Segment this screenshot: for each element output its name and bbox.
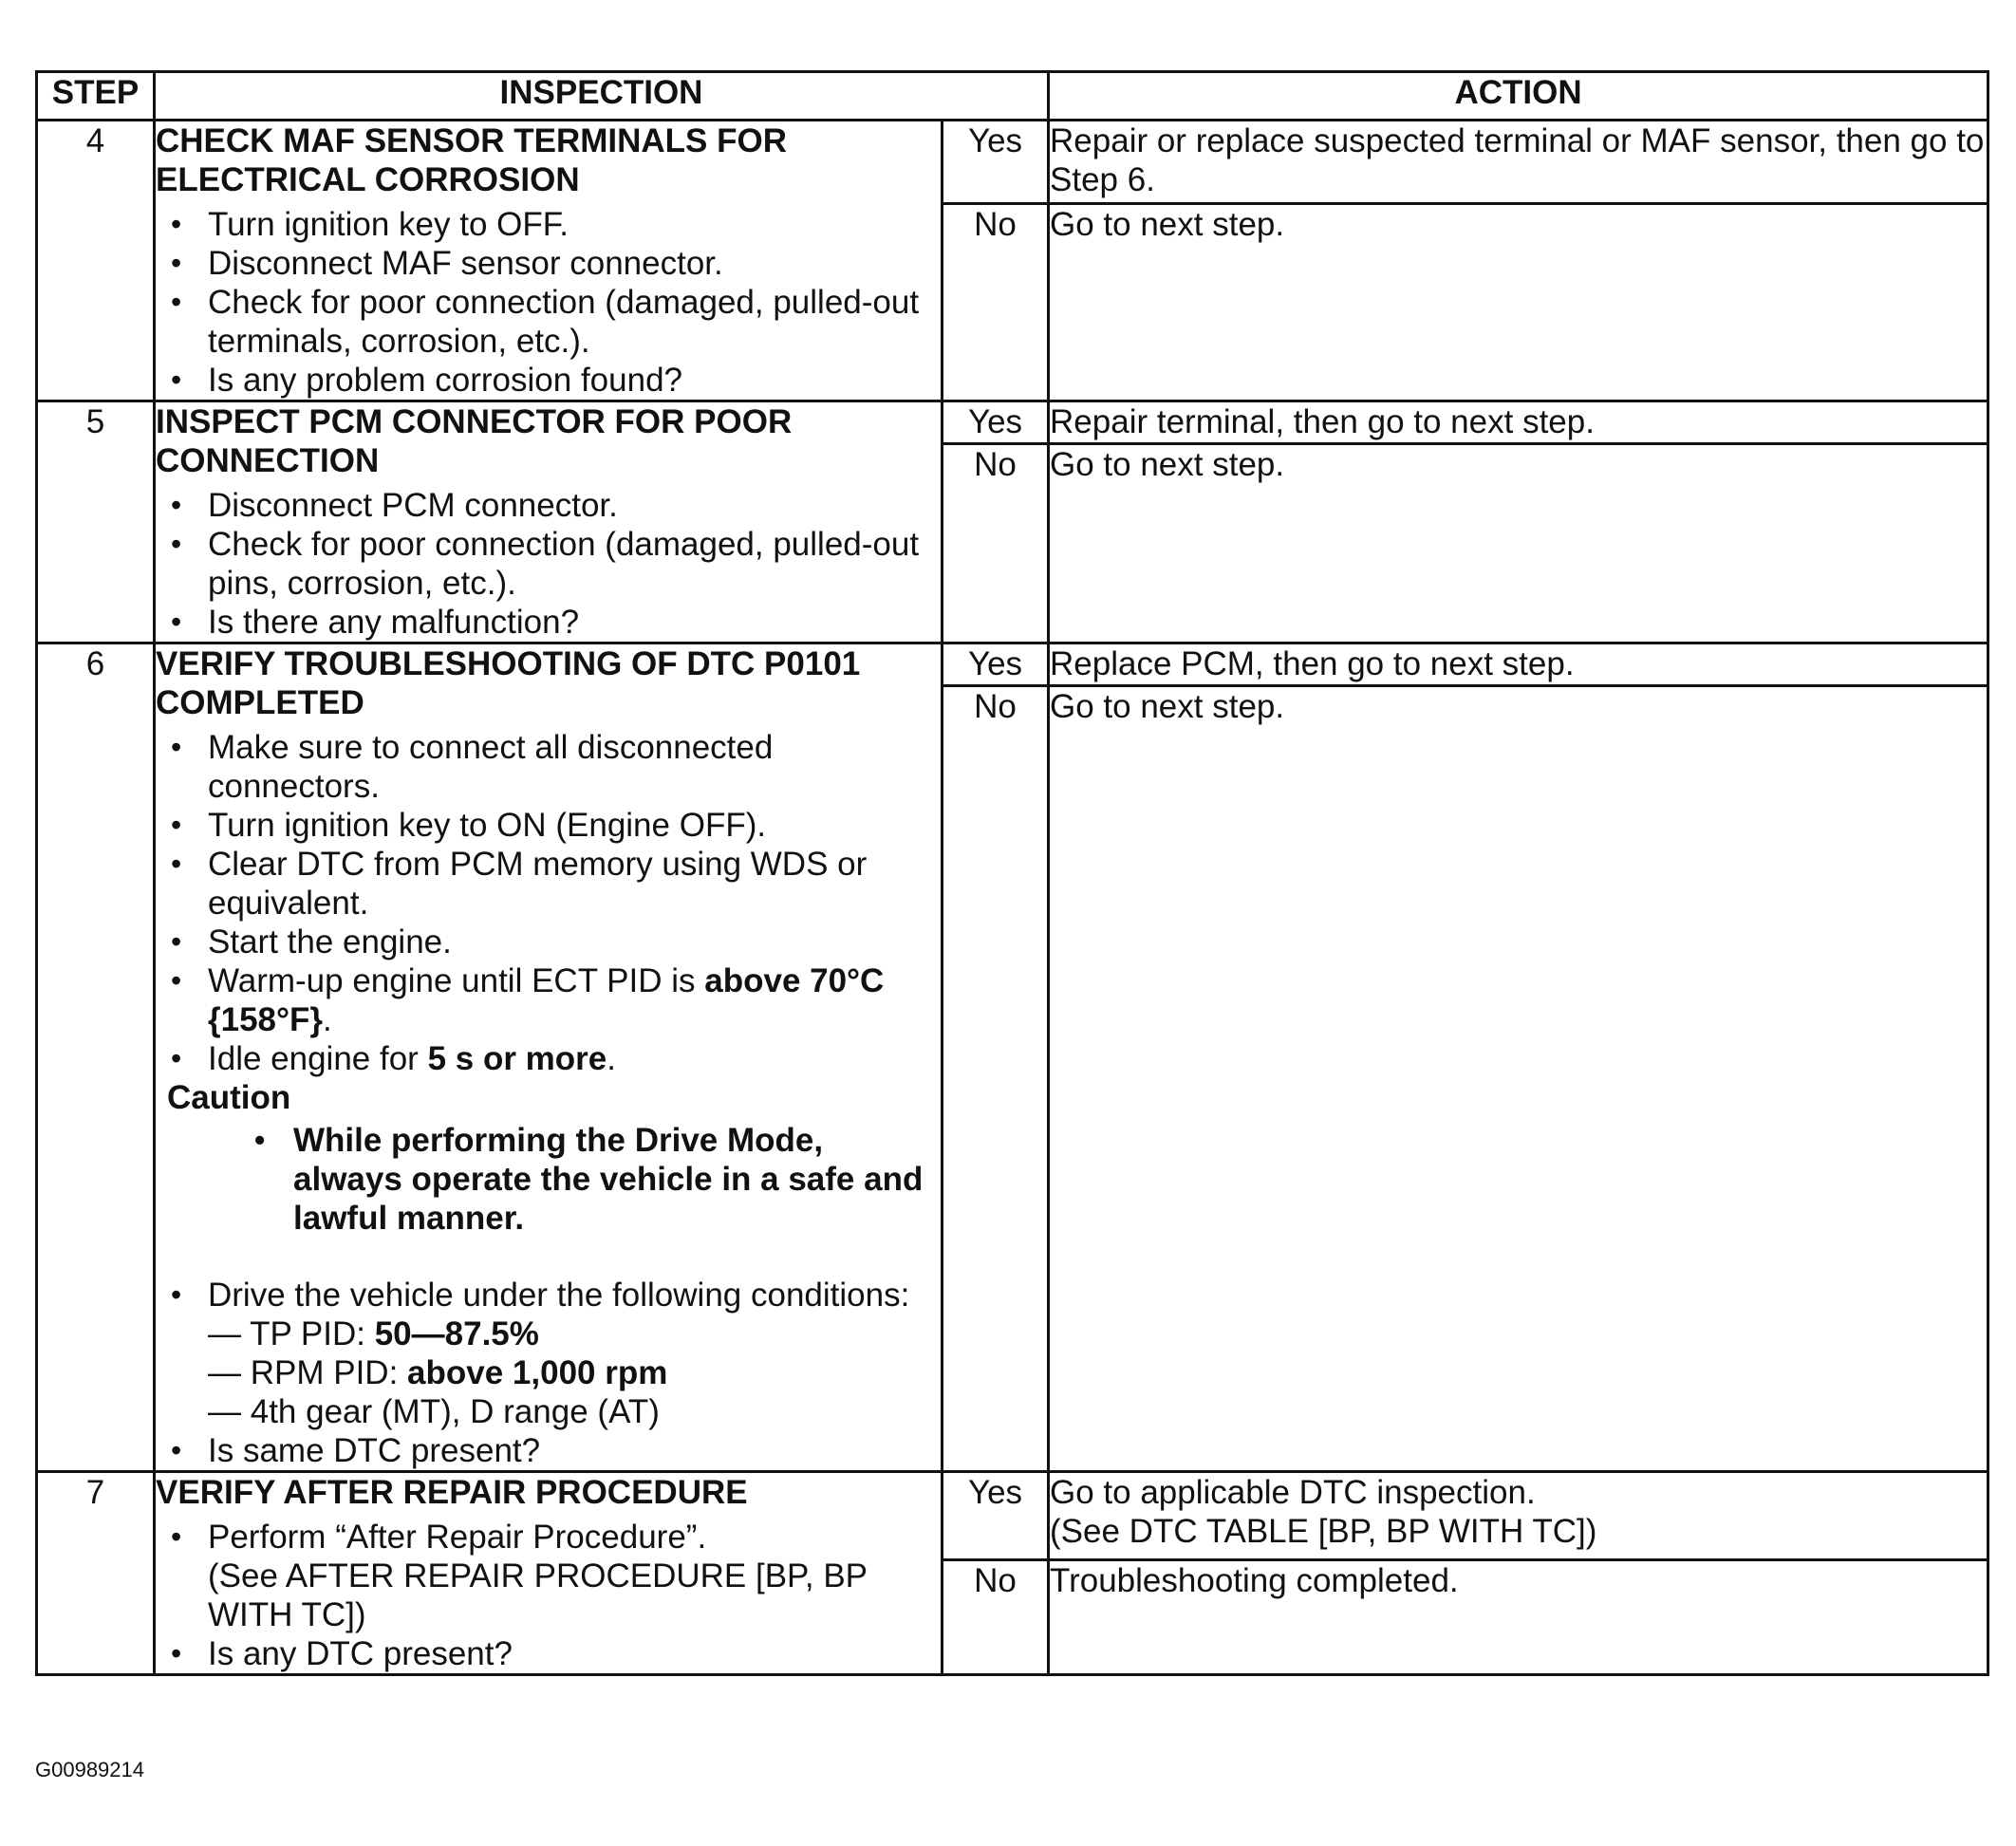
yes-action: Repair or replace suspected terminal or MAF sensor, then go to Step 6. [1049,121,1988,204]
step-5-title-line1: INSPECT PCM CONNECTOR FOR POOR [156,403,793,440]
header-action: ACTION [1049,72,1988,121]
no-label: No [943,203,1049,401]
step-6-inspection [155,643,943,1472]
step-4-title-line1: CHECK MAF SENSOR TERMINALS FOR [156,122,787,159]
idle-suffix: . [607,1040,616,1077]
no-label: No [943,1560,1049,1675]
bullet-item: • Is any problem corrosion found? [165,361,941,400]
after-repair-text: • Perform “After Repair Procedure”. [208,1519,707,1556]
step-7-title: VERIFY AFTER REPAIR PROCEDURE [156,1474,748,1511]
drive-text: • Drive the vehicle under the following conditions: [208,1277,910,1314]
step-6-title-line1: VERIFY TROUBLESHOOTING OF DTC P0101 [156,645,861,682]
yes-label: Yes [943,401,1049,444]
figure-id: G00989214 [35,1758,144,1781]
step-7-inspection [155,1472,943,1675]
caution-list [156,1121,941,1238]
yes-action [1049,1472,1988,1560]
bullet-item: • Disconnect PCM connector. [165,486,941,525]
bullet-item: • Start the engine. [165,923,941,961]
step-5-title [156,402,941,480]
caution-text: • While performing the Drive Mode, always operate the vehicle in a safe and lawful manner. [251,1121,941,1238]
bullet-item: • Check for poor connection (damaged, pulled-out pins, corrosion, etc.). [165,525,941,603]
yes-action: Repair terminal, then go to next step. [1049,401,1988,444]
yes-label: Yes [943,643,1049,686]
condition-gear: — 4th gear (MT), D range (AT) [208,1393,660,1430]
idle-duration: 5 s or more [427,1040,607,1077]
step-5-inspection [155,401,943,643]
bullet-item: • Make sure to connect all disconnected connectors. [165,728,941,806]
step-6-title-line2: COMPLETED [156,684,364,721]
yes-action-line1: Go to applicable DTC inspection. [1050,1474,1536,1511]
step-6-drive-bullets [156,1276,941,1470]
step-4-title [156,121,941,199]
step-7-bullets [156,1518,941,1673]
bullet-item: • Check for poor connection (damaged, pulled-out terminals, corrosion, etc.). [165,283,941,361]
no-label: No [943,686,1049,1472]
yes-action-line2: (See DTC TABLE [BP, BP WITH TC]) [1050,1513,1597,1550]
bullet-item: • Is there any malfunction? [165,603,941,642]
diagnostic-table [35,70,1989,1676]
step-5-yes-row [37,401,1988,444]
bullet-item [165,1039,941,1078]
bullet-item: • Turn ignition key to OFF. [165,205,941,244]
bullet-item: • Is any DTC present? [165,1634,941,1673]
bullet-item [165,1276,941,1431]
step-7-yes-row [37,1472,1988,1560]
no-label: No [943,444,1049,643]
step-number: 6 [37,643,155,1472]
bullet-item: • Is same DTC present? [165,1431,941,1470]
step-5-bullets [156,486,941,642]
step-4-bullets [156,205,941,400]
bullet-item [165,1518,941,1634]
no-action: Go to next step. [1049,686,1988,1472]
bullet-item: • Clear DTC from PCM memory using WDS or equivalent. [165,845,941,923]
step-4-inspection [155,121,943,401]
step-4-yes-row [37,121,1988,204]
bullet-item [165,961,941,1039]
step-number: 7 [37,1472,155,1675]
idle-text: Idle engine for [208,1040,428,1077]
step-number: 5 [37,401,155,643]
step-number: 4 [37,121,155,401]
step-6-title [156,644,941,722]
step-6-yes-row [37,643,1988,686]
no-action: Go to next step. [1049,203,1988,401]
yes-label: Yes [943,121,1049,204]
yes-action: Replace PCM, then go to next step. [1049,643,1988,686]
warmup-temperature: above 70°C {158°F} [208,962,885,1038]
step-5-title-line2: CONNECTION [156,442,380,479]
bullet-item: • Turn ignition key to ON (Engine OFF). [165,806,941,845]
after-repair-reference: (See AFTER REPAIR PROCEDURE [BP, BP WITH TC]) [208,1557,868,1633]
condition-tp: — TP PID: 50—87.5% [208,1315,539,1352]
step-4-title-line2: ELECTRICAL CORROSION [156,161,580,198]
caution-title: Caution [167,1079,291,1116]
header-inspection: INSPECTION [155,72,1049,121]
header-step: STEP [37,72,155,121]
step-6-bullets [156,728,941,1078]
bullet-item: • Disconnect MAF sensor connector. [165,244,941,283]
no-action: Go to next step. [1049,444,1988,643]
no-action: Troubleshooting completed. [1049,1560,1988,1675]
yes-label: Yes [943,1472,1049,1560]
condition-rpm: — RPM PID: above 1,000 rpm [208,1354,668,1391]
warmup-text: Warm-up engine until ECT PID is [208,962,705,999]
header-row [37,72,1988,121]
warmup-suffix: . [323,1001,332,1038]
